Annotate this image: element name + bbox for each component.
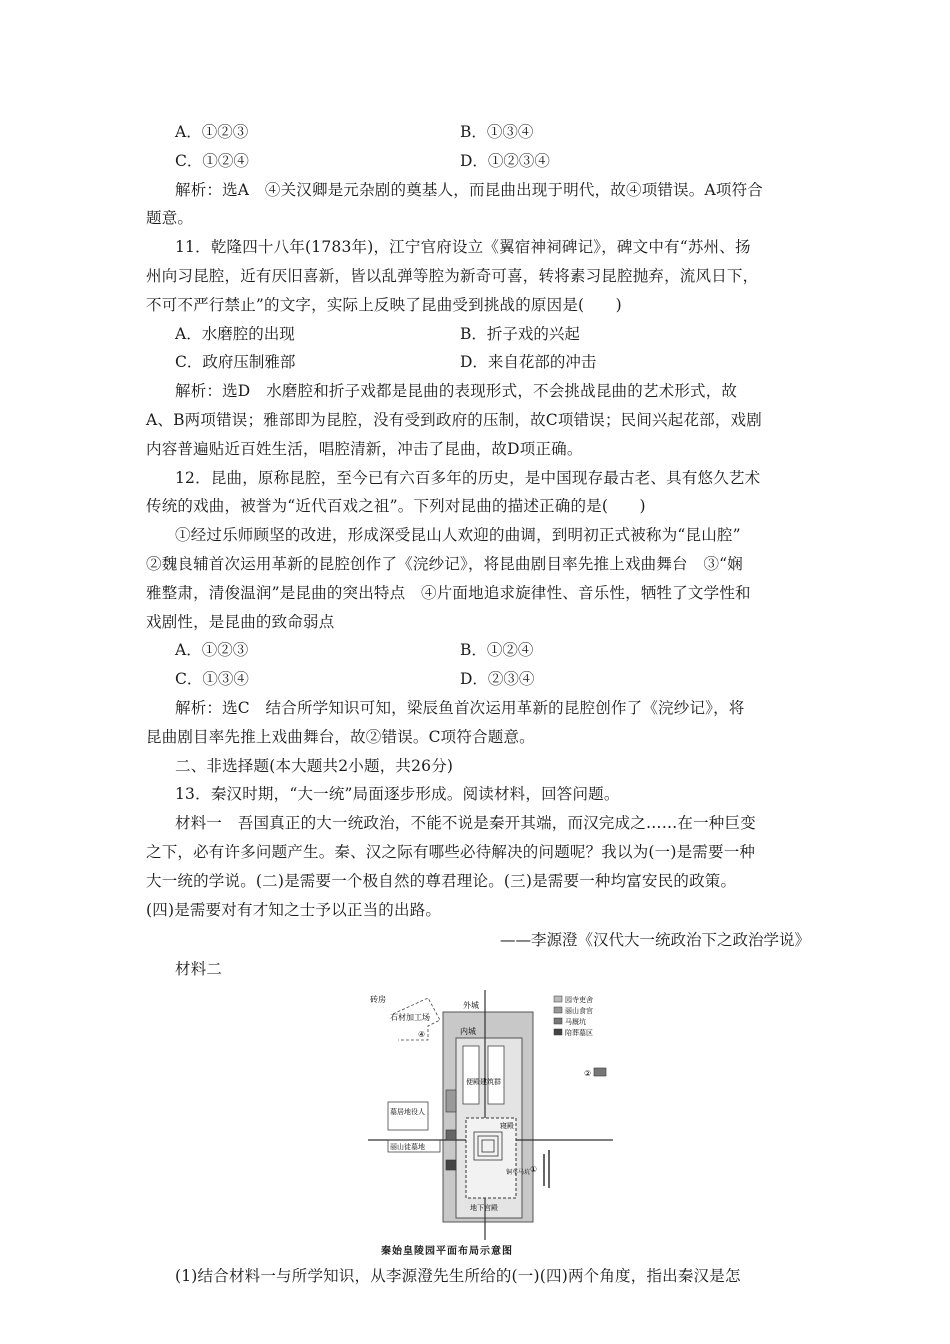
side-hall-block bbox=[463, 1046, 479, 1104]
q12-item-line: 雅整肃，清俊温润”是昆曲的突出特点 ④片面地追求旋律性、音乐性，牺牲了文学性和 bbox=[146, 583, 751, 602]
q12-stem-line: 12．昆曲，原称昆腔，至今已有六百多年的历史，是中国现存最古老、具有悠久艺术 bbox=[175, 468, 761, 487]
q12-item-line: ②魏良辅首次运用革新的昆腔创作了《浣纱记》，将昆曲剧目率先推上戏曲舞台 ③“娴 bbox=[146, 554, 743, 573]
mausoleum-plan-diagram bbox=[368, 990, 613, 1240]
q10-option-c: C．①②④ bbox=[175, 151, 249, 170]
q11-option-c: C．政府压制雅部 bbox=[175, 353, 296, 372]
q11-analysis-line: A、B两项错误；雅部即为昆腔，没有受到政府的压制，故C项错误；民间兴起花部，戏剧 bbox=[146, 410, 762, 429]
legend-swatch bbox=[554, 996, 562, 1002]
q12-stem-line: 传统的戏曲，被誉为“近代百戏之祖”。下列对昆曲的描述正确的是( ) bbox=[146, 497, 646, 516]
q13-material1-line: (四)是需要对有才知之士予以正当的出路。 bbox=[146, 900, 442, 919]
q12-analysis-line: 解析：选C 结合所学知识可知，梁辰鱼首次运用革新的昆腔创作了《浣纱记》，将 bbox=[175, 698, 745, 717]
q13-material2-label: 材料二 bbox=[175, 960, 223, 979]
label-waicheng: 外城 bbox=[463, 1000, 479, 1010]
label-qindian: 寝殿 bbox=[500, 1121, 514, 1130]
legend-label: 园寺吏舍 bbox=[565, 995, 593, 1004]
q12-item-line: ①经过乐师顾坚的改进，形成深受昆山人欢迎的曲调，到明初正式被称为“昆山腔” bbox=[175, 526, 741, 545]
q11-stem-line: 不可不严行禁止”的文字，实际上反映了昆曲受到挑战的原因是( ) bbox=[146, 295, 622, 314]
legend-swatch bbox=[554, 1018, 562, 1024]
q13-material1-line: 材料一 吾国真正的大一统政治，不能不说是秦开其端，而汉完成之……在一种巨变 bbox=[175, 814, 756, 833]
q10-analysis-line: 题意。 bbox=[146, 209, 194, 228]
mausoleum-figure bbox=[146, 990, 810, 1262]
section-heading: 二、非选择题(本大题共2小题，共26分) bbox=[175, 756, 454, 775]
q11-options-row1 bbox=[146, 320, 810, 349]
pit-marker bbox=[594, 1068, 606, 1076]
q12-option-d: D．②③④ bbox=[460, 670, 535, 689]
legend-swatch bbox=[554, 1029, 562, 1035]
q11-stem-line: 11．乾隆四十八年(1783年)，江宁官府设立《翼宿神祠碑记》，碑文中有“苏州、扬 bbox=[175, 238, 751, 257]
q11-option-a: A．水磨腔的出现 bbox=[175, 324, 295, 343]
q12-option-c: C．①③④ bbox=[175, 670, 249, 689]
q11-analysis-line: 解析：选D 水磨腔和折子戏都是昆曲的表现形式，不会挑战昆曲的艺术形式，故 bbox=[175, 382, 738, 401]
label-neicheng: 内城 bbox=[460, 1026, 476, 1036]
q10-analysis-line: 解析：选A ④关汉卿是元杂剧的奠基人，而昆曲出现于明代，故④项错误。A项符合 bbox=[175, 180, 763, 199]
label-num2: ② bbox=[584, 1068, 592, 1078]
hatched-box bbox=[446, 1160, 456, 1170]
q11-option-d: D．来自花部的冲击 bbox=[460, 353, 597, 372]
tomb-area bbox=[466, 1118, 516, 1198]
q12-options-row1 bbox=[146, 636, 810, 665]
legend-label: 马厩坑 bbox=[565, 1017, 586, 1026]
q11-stem-line: 州向习昆腔，近有厌旧喜新，皆以乱弹等腔为新奇可喜，转将素习昆腔抛弃，流风日下， bbox=[146, 266, 759, 285]
q12-option-a: A．①②③ bbox=[175, 641, 249, 660]
figure-caption: 秦始皇陵园平面布局示意图 bbox=[381, 1245, 513, 1257]
q10-option-a: A．①②③ bbox=[175, 123, 249, 141]
legend-swatch bbox=[554, 1007, 562, 1013]
q10-option-d: D．①②③④ bbox=[460, 151, 550, 170]
legend bbox=[554, 995, 593, 1037]
q13-stem: 13．秦汉时期，“大一统”局面逐步形成。阅读材料，回答问题。 bbox=[175, 785, 620, 804]
label-lishan: 丽山徒墓地 bbox=[390, 1142, 425, 1151]
q12-option-b: B．①②④ bbox=[460, 641, 534, 660]
label-num1: ① bbox=[530, 1164, 538, 1174]
q13-subquestion-1: (1)结合材料一与所学知识，从李源澄先生所给的(一)(四)两个角度，指出秦汉是怎 bbox=[175, 1266, 741, 1285]
hatched-box bbox=[446, 1130, 456, 1140]
q12-item-line: 戏剧性，是昆曲的致命弱点 bbox=[146, 612, 335, 631]
label-num4: ④ bbox=[418, 1029, 426, 1039]
label-bianjian: 便殿建筑群 bbox=[466, 1077, 501, 1086]
q10-options-row1 bbox=[146, 118, 810, 147]
label-tongche: 铜车马坑 bbox=[506, 1168, 531, 1176]
q11-options-row2 bbox=[146, 348, 810, 377]
legend-label: 丽山食官 bbox=[565, 1006, 593, 1015]
label-muju: 墓居地役人 bbox=[390, 1107, 425, 1116]
q13-material1-line: 之下，必有许多问题产生。秦、汉之际有哪些必待解决的问题呢？我以为(一)是需要一种 bbox=[146, 842, 756, 861]
q10-options-row2 bbox=[146, 147, 810, 176]
laborer-area bbox=[388, 1102, 428, 1130]
hall-block bbox=[488, 1046, 504, 1104]
document-page bbox=[146, 118, 810, 1291]
label-zhuanfang: 砖房 bbox=[370, 994, 386, 1004]
q12-analysis-line: 昆曲剧目率先推上戏曲舞台，故②错误。C项符合题意。 bbox=[146, 727, 535, 746]
q13-material1-line: 大一统的学说。(二)是需要一个极自然的尊君理论。(三)是需要一种均富安民的政策。 bbox=[146, 871, 737, 890]
hatched-box bbox=[446, 1090, 456, 1112]
q11-analysis-line: 内容普遍贴近百姓生活，唱腔清新，冲击了昆曲，故D项正确。 bbox=[146, 439, 583, 458]
label-shicai: 石材加工场 bbox=[390, 1012, 430, 1022]
q10-option-b: B．①③④ bbox=[460, 123, 534, 141]
q11-option-b: B．折子戏的兴起 bbox=[460, 324, 580, 343]
label-dixia: 地下宫殿 bbox=[470, 1203, 498, 1212]
q12-options-row2 bbox=[146, 665, 810, 694]
q13-material1-source: ——李源澄《汉代大一统政治下之政治学说》 bbox=[499, 931, 810, 950]
legend-label: 陪葬墓区 bbox=[565, 1028, 593, 1037]
